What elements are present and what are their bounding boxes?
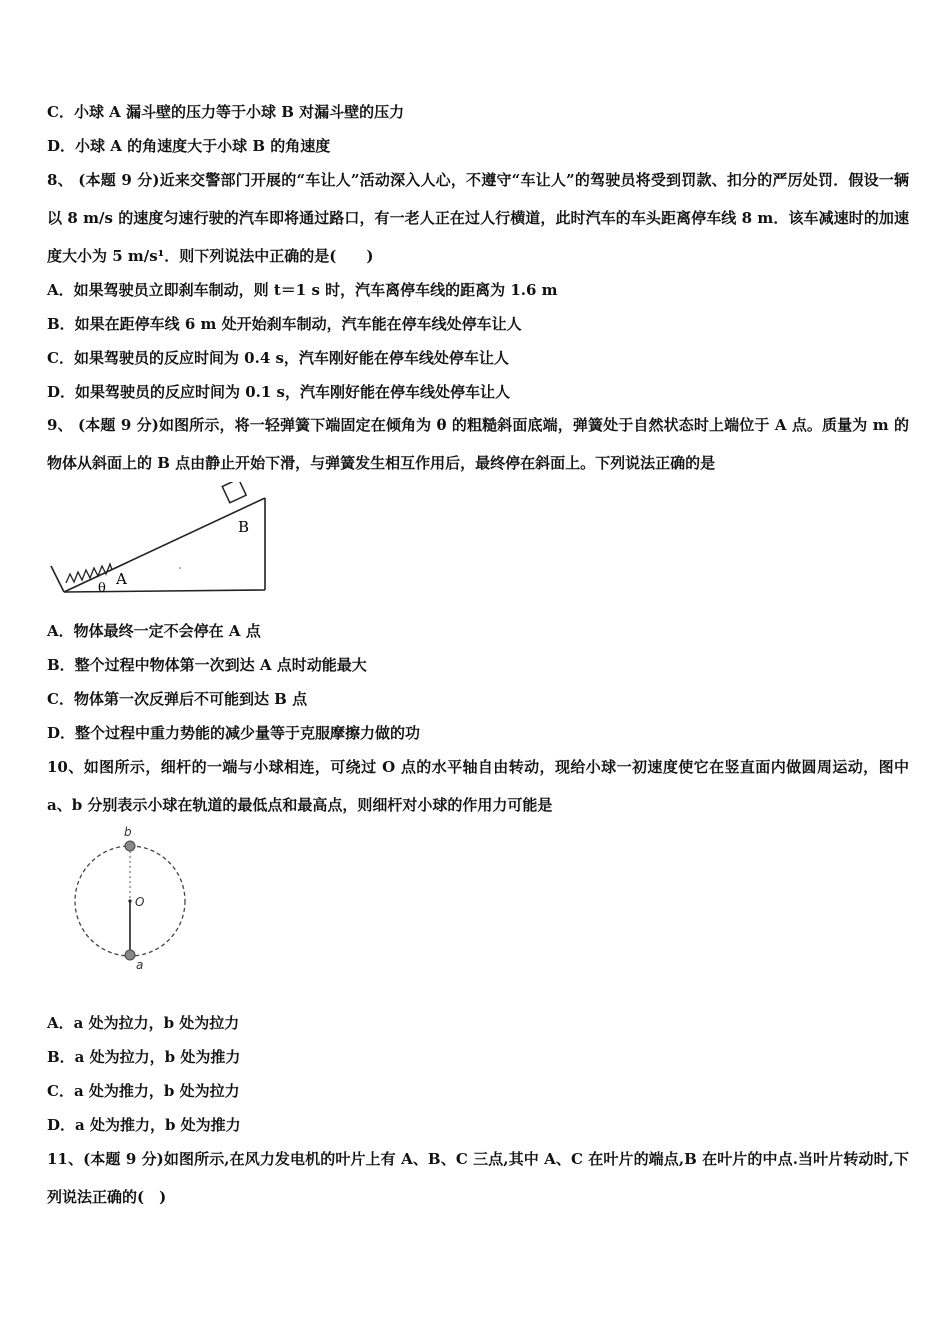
- q10-option-a: A．a 处为拉力，b 处为拉力: [47, 1014, 240, 1032]
- q8-option-d: D．如果驾驶员的反应时间为 0.1 s，汽车刚好能在停车线处停车让人: [47, 383, 510, 401]
- incline-base: [64, 590, 265, 592]
- q9-option-b: B．整个过程中物体第一次到达 A 点时动能最大: [47, 656, 367, 674]
- dot-mark: [179, 567, 181, 569]
- q7-option-c: C．小球 A 漏斗壁的压力等于小球 B 对漏斗壁的压力: [47, 103, 405, 121]
- q9-option-d: D．整个过程中重力势能的减少量等于克服摩擦力做的功: [47, 724, 421, 742]
- bottom-wall: [51, 566, 64, 592]
- pivot-o: [128, 899, 131, 902]
- q9-stem: 9、 (本题 9 分)如图所示，将一轻弹簧下端固定在倾角为 θ 的粗糙斜面底端，弹簧处于自然状态时上端位于 A 点。质量为 m 的物体从斜面上的 B 点由静止开始下滑，与弹簧发生相互作用后，最终停在斜面上。下列说法正确的是: [47, 416, 909, 472]
- label-theta: θ: [98, 581, 106, 596]
- q7-option-d: D．小球 A 的角速度大于小球 B 的角速度: [47, 137, 331, 155]
- q8-option-c: C．如果驾驶员的反应时间为 0.4 s，汽车刚好能在停车线处停车让人: [47, 349, 509, 367]
- incline-surface: [64, 498, 265, 592]
- q8-option-a: A．如果驾驶员立即刹车制动，则 t＝1 s 时，汽车离停车线的距离为 1.6 m: [47, 281, 558, 299]
- q10-option-d: D．a 处为推力，b 处为推力: [47, 1116, 241, 1134]
- q10-option-c: C．a 处为推力，b 处为拉力: [47, 1082, 240, 1100]
- label-b-top: b: [124, 825, 132, 839]
- q11-stem: 11、(本题 9 分)如图所示,在风力发电机的叶片上有 A、B、C 三点,其中 A、C 在叶片的端点,B 在叶片的中点.当叶片转动时,下列说法正确的( ): [47, 1150, 909, 1206]
- q9-option-a: A．物体最终一定不会停在 A 点: [47, 622, 261, 640]
- label-o: O: [135, 895, 145, 909]
- q8-stem: 8、 (本题 9 分)近来交警部门开展的“车让人”活动深入人心，不遵守“车让人”的驾驶员将受到罚款、扣分的严厉处罚．假设一辆以 8 m/s 的速度匀速行驶的汽车即将通过路口，有一老人正在过人行横道，此时汽车的车头距离停车线 8 m．该车减速时的加速度大小为 5 m/s¹．则下列说法中正确的是( ): [47, 171, 909, 265]
- q10-stem: 10、如图所示，细杆的一端与小球相连，可绕过 O 点的水平轴自由转动，现给小球一初速度使它在竖直面内做圆周运动，图中 a、b 分别表示小球在轨道的最低点和最高点，则细杆对小球的作用力可能是: [47, 758, 909, 814]
- ball-bottom: [125, 950, 135, 960]
- label-a-bottom: a: [136, 958, 144, 972]
- ball-top: [125, 841, 135, 851]
- circle-motion-figure: [66, 822, 196, 972]
- q10-option-b: B．a 处为拉力，b 处为推力: [47, 1048, 241, 1066]
- label-b: B: [238, 518, 250, 536]
- q8-option-b: B．如果在距停车线 6 m 处开始刹车制动，汽车能在停车线处停车让人: [47, 315, 522, 333]
- block-b: [222, 482, 246, 503]
- label-a: A: [116, 570, 127, 588]
- incline-figure: [40, 482, 280, 602]
- q9-option-c: C．物体第一次反弹后不可能到达 B 点: [47, 690, 308, 708]
